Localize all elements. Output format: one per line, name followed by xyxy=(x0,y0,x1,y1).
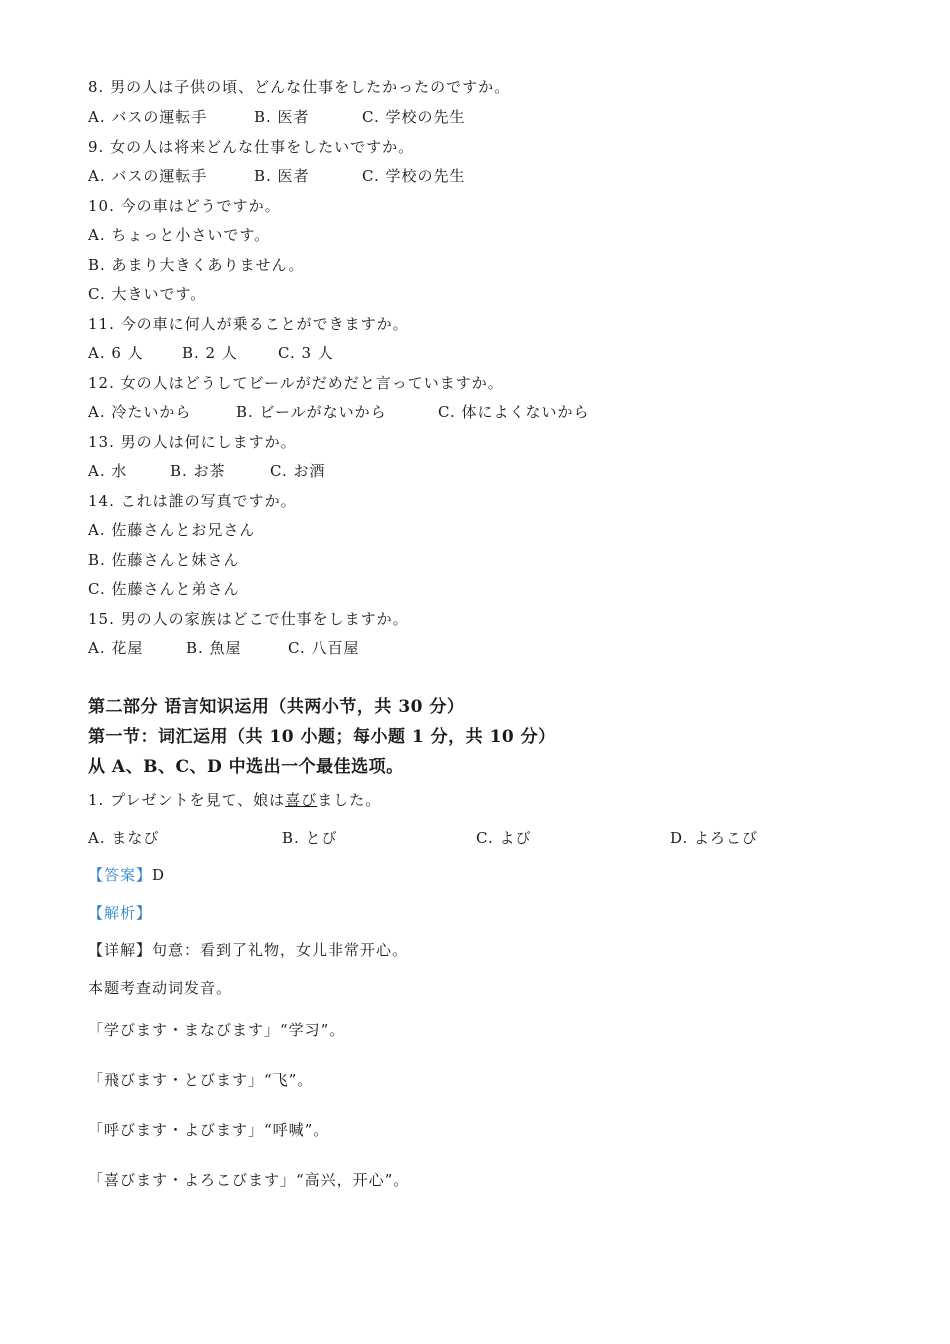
question-8: 8. 男の人は子供の頃、どんな仕事をしたかったのですか。 xyxy=(88,78,511,96)
question-9-options xyxy=(88,166,465,186)
question-10-option-b: B. あまり大きくありません。 xyxy=(88,256,305,274)
question-11: 11. 今の車に何人が乗ることができますか。 xyxy=(88,315,409,333)
option-a: A. バスの運転手 xyxy=(88,108,208,126)
question-14-option-c: C. 佐藤さんと弟さん xyxy=(88,580,240,598)
question-10-option-c: C. 大きいです。 xyxy=(88,285,207,303)
option-b: B. お茶 xyxy=(170,462,226,480)
analysis-line xyxy=(88,903,152,923)
option-b: B. 2 人 xyxy=(182,344,238,362)
detail-text: 句意：看到了礼物，女儿非常开心。 xyxy=(152,941,409,959)
option-b: B. とび xyxy=(282,829,338,847)
option-c: C. 3 人 xyxy=(278,344,334,362)
option-a: A. 水 xyxy=(88,462,128,480)
option-a: A. 冷たいから xyxy=(88,403,192,421)
question-15-options xyxy=(88,638,359,658)
section1-title: 第一节：词汇运用（共 10 小题；每小题 1 分，共 10 分） xyxy=(88,727,556,747)
option-b: B. 医者 xyxy=(254,167,310,185)
explanation-intro: 本题考查动词发音。 xyxy=(88,979,233,997)
question-13-options xyxy=(88,461,325,481)
option-b: B. 医者 xyxy=(254,108,310,126)
explanation-item: 「喜びます・よろこびます」“高兴，开心”。 xyxy=(88,1171,410,1189)
explanation-item: 「呼びます・よびます」“呼喊”。 xyxy=(88,1121,330,1139)
vocab-question-1 xyxy=(88,790,381,810)
option-c: C. よび xyxy=(476,829,532,847)
question-8-options xyxy=(88,107,465,127)
option-b: B. ビールがないから xyxy=(236,403,387,421)
option-a: A. まなび xyxy=(88,829,160,847)
section-instruction: 从 A、B、C、D 中选出一个最佳选项。 xyxy=(88,757,404,777)
detail-line xyxy=(88,940,408,960)
question-10: 10. 今の車はどうですか。 xyxy=(88,197,281,215)
question-13: 13. 男の人は何にしますか。 xyxy=(88,433,297,451)
question-14-option-a: A. 佐藤さんとお兄さん xyxy=(88,521,256,539)
option-b: B. 魚屋 xyxy=(186,639,242,657)
option-c: C. 体によくないから xyxy=(438,403,590,421)
question-12: 12. 女の人はどうしてビールがだめだと言っていますか。 xyxy=(88,374,504,392)
question-12-options xyxy=(88,402,589,422)
option-a: A. 6 人 xyxy=(88,344,144,362)
question-14-option-b: B. 佐藤さんと妹さん xyxy=(88,551,240,569)
answer-value: D xyxy=(152,866,166,884)
explanation-item: 「飛びます・とびます」“飞”。 xyxy=(88,1071,314,1089)
question-suffix: ました。 xyxy=(317,791,382,809)
option-c: C. お酒 xyxy=(270,462,326,480)
explanation-item: 「学びます・まなびます」“学习”。 xyxy=(88,1021,346,1039)
underlined-word: 喜び xyxy=(285,791,318,809)
question-14: 14. これは誰の写真ですか。 xyxy=(88,492,297,510)
question-prefix: 1. プレゼントを見て、娘は xyxy=(88,791,286,809)
question-9: 9. 女の人は将来どんな仕事をしたいですか。 xyxy=(88,138,415,156)
answer-line xyxy=(88,865,165,885)
option-c: C. 八百屋 xyxy=(288,639,360,657)
option-c: C. 学校の先生 xyxy=(362,167,466,185)
option-a: A. バスの運転手 xyxy=(88,167,208,185)
answer-label: 【答案】 xyxy=(88,866,153,884)
option-d: D. よろこび xyxy=(670,829,759,847)
analysis-label: 【解析】 xyxy=(88,904,153,922)
question-15: 15. 男の人の家族はどこで仕事をしますか。 xyxy=(88,610,409,628)
part2-title: 第二部分 语言知识运用（共两小节，共 30 分） xyxy=(88,697,465,717)
option-c: C. 学校の先生 xyxy=(362,108,466,126)
question-10-option-a: A. ちょっと小さいです。 xyxy=(88,226,271,244)
question-11-options xyxy=(88,343,334,363)
option-a: A. 花屋 xyxy=(88,639,144,657)
detail-label: 【详解】 xyxy=(88,941,153,959)
vocab-question-1-options xyxy=(88,828,758,848)
